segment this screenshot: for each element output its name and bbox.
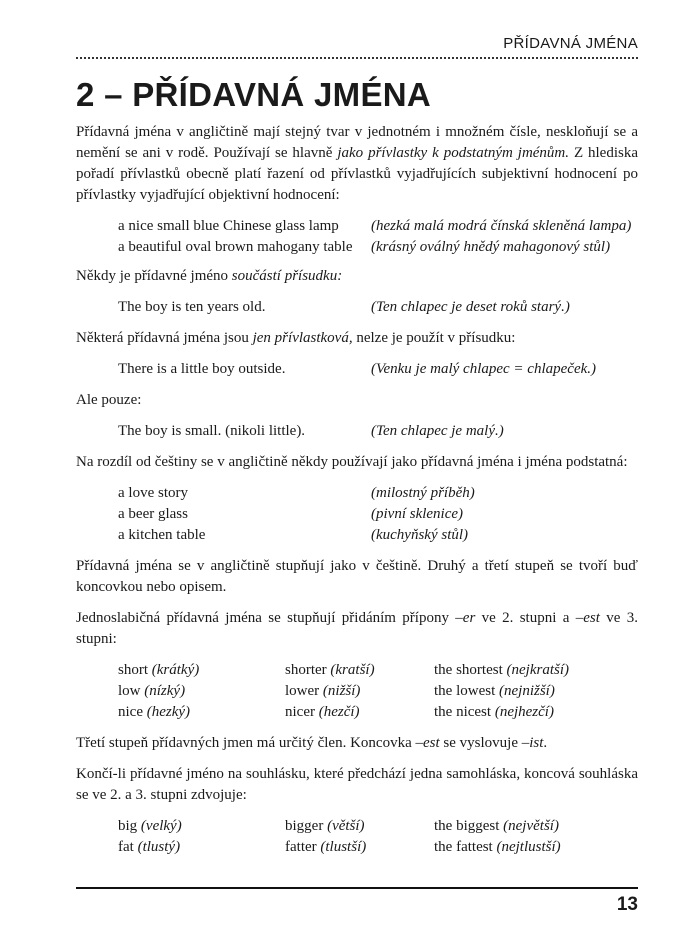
comparative-form: bigger (větší) bbox=[285, 818, 365, 834]
but-only-note: Ale pouze: bbox=[76, 392, 142, 408]
example-en: The boy is small. (nikoli little). bbox=[118, 423, 306, 439]
intro-paragraph: Přídavná jména v angličtině mají stejný tvar v jednotném i množném čísle, neskloňují se a nemění se ani v rodě. Používají se hlavně jako přívlastky k podstatným jménům. Z hlediska pořadí přívlastků obecně platí řazení od přívlastků vyjadřujících subjektivní hodnocení po přívlastky vyjadřující objektivní hodnocení: bbox=[76, 124, 639, 203]
example-cz: (milostný příběh) bbox=[371, 485, 475, 501]
example-cz: (pivní sklenice) bbox=[371, 506, 464, 522]
example-en: a beautiful oval brown mahogany table bbox=[118, 239, 353, 255]
example-cz: (Ten chlapec je malý.) bbox=[371, 423, 504, 439]
comparison-note: Přídavná jména se v angličtině stupňují jako v češtině. Druhý a třetí stupeň se tvoří buď koncovkou nebo opisem. bbox=[76, 558, 638, 595]
comparative-form: nicer (hezčí) bbox=[285, 704, 360, 720]
example-cz: (hezká malá modrá čínská skleněná lampa) bbox=[371, 218, 632, 234]
positive-form: fat (tlustý) bbox=[118, 839, 181, 855]
superlative-form: the lowest (nejnižší) bbox=[434, 683, 555, 699]
example-cz: (Venku je malý chlapec = chlapeček.) bbox=[371, 361, 597, 377]
nouns-note: Na rozdíl od češtiny se v angličtině někdy používají jako přídavná jména i jména podstatná: bbox=[76, 454, 628, 470]
positive-form: short (krátký) bbox=[118, 662, 200, 678]
attributive-example bbox=[118, 359, 638, 380]
positive-form: big (velký) bbox=[118, 818, 182, 834]
emphasis: jako přívlastky k podstatným jménům. bbox=[337, 145, 570, 161]
one-syllable-note: Jednoslabičná přídavná jména se stupňují přidáním přípony –er ve 2. stupni a –est ve 3. stupni: bbox=[76, 610, 638, 647]
superlative-form: the biggest (největší) bbox=[434, 818, 559, 834]
example-en: a kitchen table bbox=[118, 527, 206, 543]
page-body bbox=[76, 122, 638, 858]
superlative-form: the nicest (nejhezčí) bbox=[434, 704, 554, 720]
example-en: There is a little boy outside. bbox=[118, 361, 286, 377]
article-note: Třetí stupeň přídavných jmen má určitý člen. Koncovka –est se vyslovuje –ist. bbox=[76, 735, 548, 751]
example-cz: (Ten chlapec je deset roků starý.) bbox=[371, 299, 570, 315]
comparison-table bbox=[118, 660, 638, 723]
example-cz: (kuchyňský stůl) bbox=[371, 527, 469, 543]
example-en: a nice small blue Chinese glass lamp bbox=[118, 218, 339, 234]
predicate-note: Někdy je přídavné jméno součástí přísudku: bbox=[76, 268, 343, 284]
comparative-form: lower (nižší) bbox=[285, 683, 361, 699]
order-examples bbox=[118, 216, 638, 258]
chapter-title: 2 – PŘÍDAVNÁ JMÉNA bbox=[76, 76, 432, 113]
page-number: 13 bbox=[616, 894, 638, 915]
positive-form: low (nízký) bbox=[118, 683, 186, 699]
running-header-title: PŘÍDAVNÁ JMÉNA bbox=[503, 35, 638, 52]
example-en: The boy is ten years old. bbox=[118, 299, 266, 315]
comparative-form: fatter (tlustší) bbox=[285, 839, 367, 855]
example-cz: (krásný oválný hnědý mahagonový stůl) bbox=[371, 239, 611, 255]
example-en: a love story bbox=[118, 485, 188, 501]
superlative-form: the shortest (nejkratší) bbox=[434, 662, 569, 678]
but-example bbox=[118, 421, 638, 442]
footer-rule bbox=[76, 887, 638, 889]
superlative-form: the fattest (nejtlustší) bbox=[434, 839, 561, 855]
comparative-form: shorter (kratší) bbox=[285, 662, 375, 678]
header-dotted-rule bbox=[76, 57, 638, 59]
positive-form: nice (hezký) bbox=[118, 704, 191, 720]
noun-examples bbox=[118, 483, 638, 546]
attributive-note: Některá přídavná jména jsou jen přívlastková, nelze je použít v přísudku: bbox=[76, 330, 516, 346]
consonant-note: Končí-li přídavné jméno na souhlásku, které předchází jedna samohláska, koncová souhláska se ve 2. a 3. stupni zdvojuje: bbox=[76, 766, 638, 803]
example-en: a beer glass bbox=[118, 506, 188, 522]
predicate-example bbox=[118, 297, 638, 318]
doubling-table bbox=[118, 816, 638, 858]
